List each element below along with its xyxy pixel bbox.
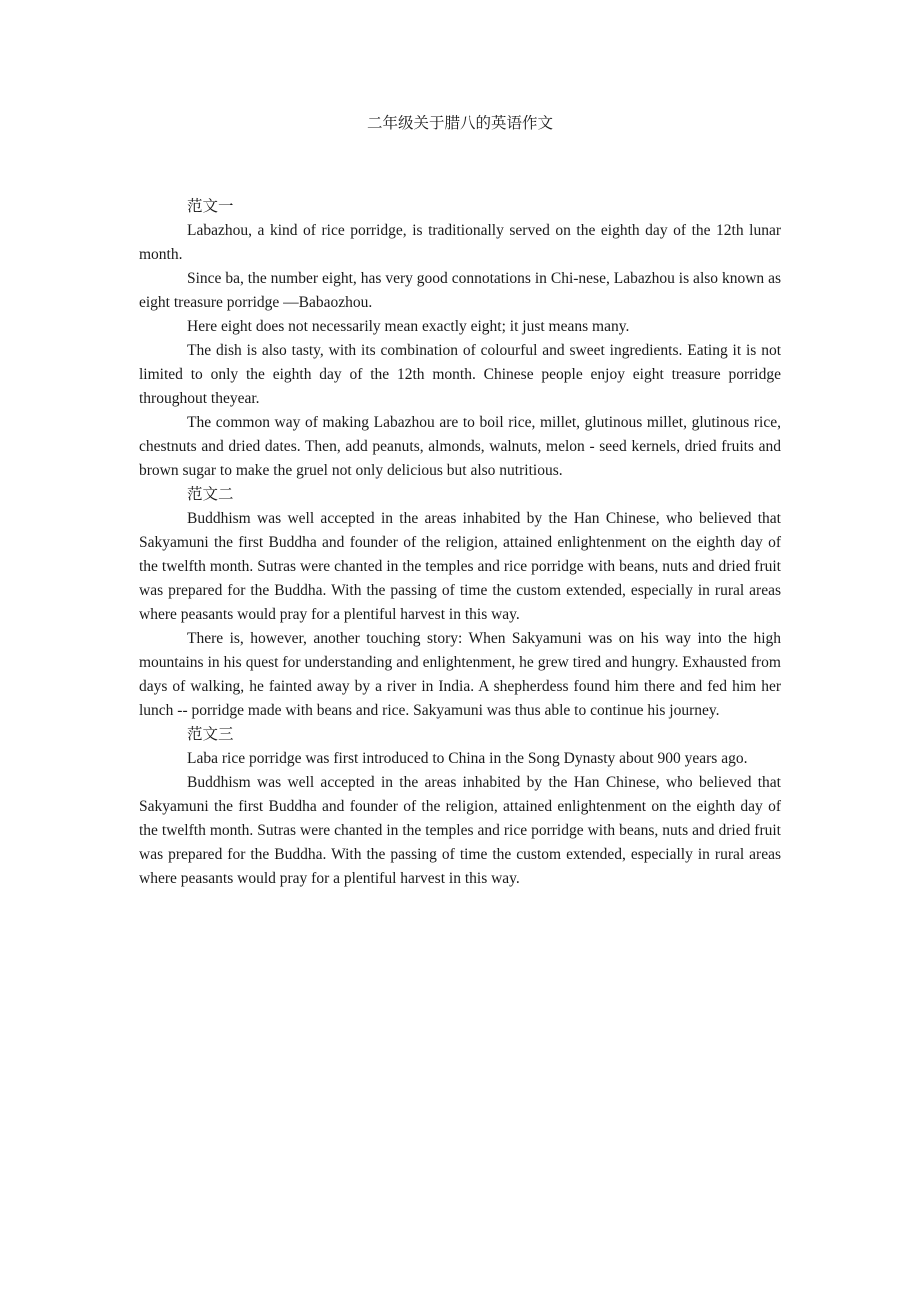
document-body (139, 195, 781, 891)
section-heading-2: 范文二 (187, 486, 234, 503)
paragraph: Labazhou, a kind of rice porridge, is traditionally served on the eighth day of the 12th lunar month. (139, 222, 781, 263)
document-title: 二年级关于腊八的英语作文 (366, 115, 553, 132)
paragraph: Since ba, the number eight, has very good connotations in Chi-nese, Labazhou is also known as eight treasure porridge —Babaozhou. (139, 270, 781, 311)
document-page (139, 112, 781, 891)
section-heading-1: 范文一 (187, 198, 234, 215)
paragraph: Laba rice porridge was first introduced to China in the Song Dynasty about 900 years ago. (187, 750, 748, 767)
paragraph: There is, however, another touching story: When Sakyamuni was on his way into the high mountains in his quest for understanding and enlightenment, he grew tired and hungry. Exhausted from days of walking, he fainted away by a river in India. A shepherdess found him there and fed him her lunch -- porridge made with beans and rice. Sakyamuni was thus able to continue his journey. (139, 630, 781, 719)
paragraph: Buddhism was well accepted in the areas inhabited by the Han Chinese, who believed that Sakyamuni the first Buddha and founder of the religion, attained enlightenment on the eighth day of the twelfth month. Sutras were chanted in the temples and rice porridge with beans, nuts and dried fruit was prepared for the Buddha. With the passing of time the custom extended, especially in rural areas where peasants would pray for a plentiful harvest in this way. (139, 510, 781, 623)
paragraph: The dish is also tasty, with its combination of colourful and sweet ingredients. Eating it is not limited to only the eighth day of the 12th month. Chinese people enjoy eight treasure porridge throughout theyear. (139, 342, 781, 407)
section-heading-3: 范文三 (187, 726, 234, 743)
paragraph: Buddhism was well accepted in the areas inhabited by the Han Chinese, who believed that Sakyamuni the first Buddha and founder of the religion, attained enlightenment on the eighth day of the twelfth month. Sutras were chanted in the temples and rice porridge with beans, nuts and dried fruit was prepared for the Buddha. With the passing of time the custom extended, especially in rural areas where peasants would pray for a plentiful harvest in this way. (139, 774, 781, 887)
paragraph: Here eight does not necessarily mean exactly eight; it just means many. (187, 318, 630, 335)
paragraph: The common way of making Labazhou are to boil rice, millet, glutinous millet, glutinous rice, chestnuts and dried dates. Then, add peanuts, almonds, walnuts, melon - seed kernels, dried fruits and brown sugar to make the gruel not only delicious but also nutritious. (139, 414, 781, 479)
